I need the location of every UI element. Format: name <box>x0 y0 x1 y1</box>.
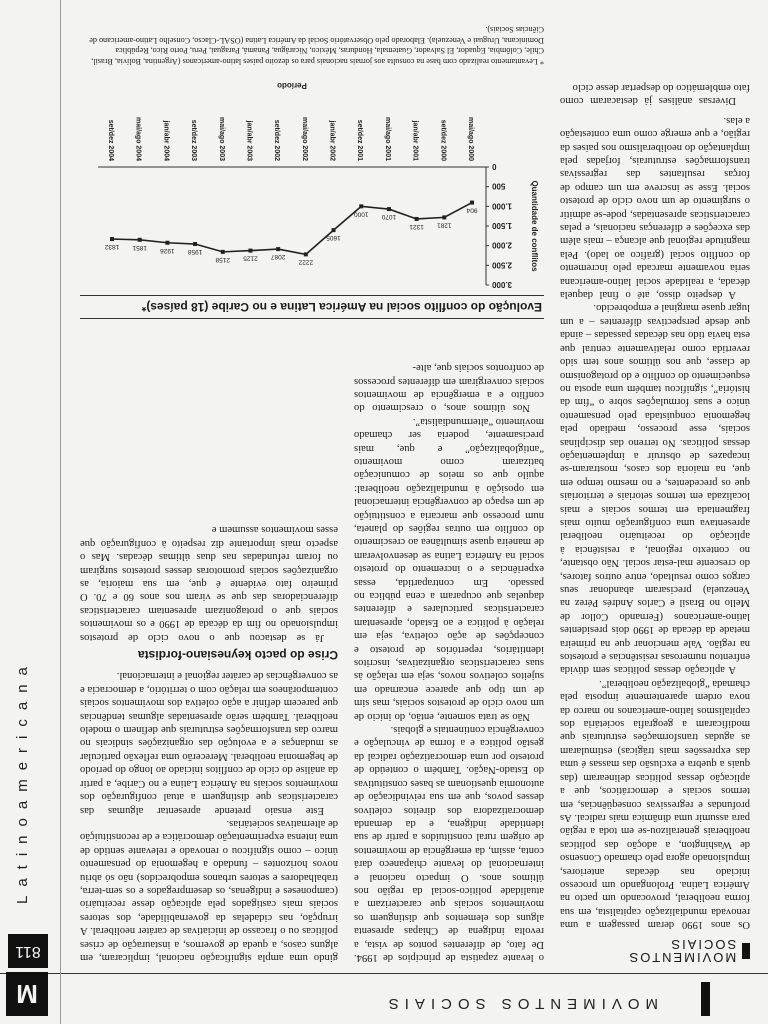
x-tick-label: mai/ago 2003 <box>217 117 225 161</box>
x-tick-label: jan/abr 2004 <box>162 120 170 161</box>
y-tick-label: 500 <box>492 181 506 191</box>
data-point <box>138 238 142 242</box>
line-chart <box>80 77 544 295</box>
running-header <box>0 973 768 1024</box>
y-tick-label: 0 <box>492 162 497 171</box>
data-label: 1321 <box>409 222 424 230</box>
data-point <box>193 242 197 246</box>
data-point <box>221 250 225 254</box>
paragraph: Os anos 1990 deram passagem a uma renovada mundialização capitalista, em sua forma neoliberal, provocando um pacto na América Latina. Prolongando um processo iniciado nas décadas anteriores, impulsionado agora pelo chamado Consenso de Washington, a adoção das políticas neoliberais generalizou-se em toda a região para assumir uma dinâmica mais radical. As profundas e regressivas conseqüências, em termos sociais e democráticos, que a aplicação dessas políticas delinearam (das quais a quebra e exclusão das massas é uma das expressões mais trágicas) estimularam as agudas transformações estruturais que modificaram a geografia societária dos capitalismos latino-americanos no marco da nova ordem aparentemente imposta pela chamada “globalização neoliberal”. <box>560 677 750 931</box>
y-tick-label: 3.000 <box>492 280 513 289</box>
header-tab-mark <box>701 982 710 1016</box>
folio-letter: M <box>6 972 48 1016</box>
section-heading <box>560 937 750 964</box>
x-tick-label: set/dez 2004 <box>107 119 114 161</box>
running-title: MOVIMENTOS SOCIAIS <box>382 995 658 1012</box>
data-label: 904 <box>466 206 478 214</box>
data-point <box>304 252 308 256</box>
chart-footnote <box>80 24 544 66</box>
paragraph: Diversas análises já destacaram como fato emblemático do despertar desse ciclo <box>560 82 750 107</box>
data-label: 1851 <box>132 243 147 251</box>
chart-title: Evolução do conflito social na América Latina e no Caribe (18 países)* <box>80 295 544 319</box>
subsection-heading: Crise do pacto keynesiano-fordista <box>137 648 338 663</box>
x-tick-label: mai/ago 2000 <box>467 117 474 161</box>
data-label: 1958 <box>187 248 203 256</box>
section-heading-text: MOVIMENTOS SOCIAIS <box>627 936 737 965</box>
data-label: 2158 <box>215 255 231 263</box>
data-label: 2087 <box>270 253 286 261</box>
paragraph: Este ensaio pretende apresentar algumas das características que distinguem a atual configuração dos movimentos sociais na América Latina e no Caribe, a partir da análise do ciclo de conflitos iniciado ao longo do período de hegemonia neoliberal. Merecerão uma reflexão particular as mudanças e a evolução das organizações sindicais no marco das transformações estruturais que definem o modelo neoliberal. Também serão apresentadas algumas tendências que parecem definir a ação coletiva dos movimentos sociais contemporâneos em relação com o território, a democracia e as convergências de caráter regional e internacional. <box>80 670 338 816</box>
data-point <box>110 237 114 241</box>
x-axis-label: Período <box>277 81 307 90</box>
heading-marker <box>742 943 750 959</box>
data-point <box>248 249 252 253</box>
paragraph: Já se destacou que o novo ciclo de protestos impulsionado no fim da década de 1990 e os movimentos sociais que o protagonizam apresentam características diferenciadoras das que se viram nos anos 60 e 70. O primeiro fato evidente é que, em sua maioria, as organizações sociais promotoras desses protestos surgiram ou foram refundadas nas duas últimas décadas. Mas o aspecto mais importante diz respeito à configuração que esses movimentos assumem e <box>80 524 338 643</box>
data-label: 1070 <box>381 213 397 221</box>
data-point <box>415 217 419 221</box>
x-tick-label: mai/ago 2001 <box>383 117 391 161</box>
data-point <box>165 241 169 245</box>
text-column-2 <box>354 361 544 964</box>
data-point <box>332 228 336 232</box>
x-tick-label: jan/abr 2002 <box>328 120 336 161</box>
data-label: 1832 <box>104 243 120 251</box>
y-tick-label: 2.500 <box>492 260 513 270</box>
y-tick-label: 1.500 <box>492 221 513 230</box>
data-label: 2125 <box>243 254 258 262</box>
data-point <box>442 215 446 219</box>
y-tick-label: 2.000 <box>492 240 513 250</box>
x-tick-label: mai/ago 2004 <box>134 117 142 161</box>
data-point <box>470 201 474 205</box>
y-tick-label: 1.000 <box>492 201 513 211</box>
data-label: 1281 <box>437 221 452 229</box>
y-axis-label: Quantidade de conflitos <box>530 180 539 272</box>
x-tick-label: set/dez 2002 <box>273 119 281 161</box>
x-tick-label: jan/abr 2001 <box>411 120 419 161</box>
paragraph: A aplicação dessas políticas sem dúvida enfrentou numerosas resistências e protestos na região. Vale mencionar que na primeira metade da década de 1990 dois presidentes latino-americanos (Fernando Collor de Mello no Brasil e Carlos Andrés Pérez na Venezuela) precisaram abandonar seus cargos como resultado, entre outros fatores, do crescente mal-estar social. Não obstante, no contexto regional, a resistência à aplicação do receituário neoliberal apresentava uma configuração muito mais fragmentada em termos sociais e mais localizada em termos setoriais e territoriais que os precedentes, e no mesmo tempo em que, na maioria dos casos, mostraram-se incapazes de obstruir a implementação dessas políticas. No terreno das disciplinas sociais, esse processo, mediado pela hegemonia conquistada pelo pensamento único e suas formulações sobre o “fim da história”, significou também uma aposta no esquecimento do conflito e do protagonismo de classe, que nos últimos anos tem sido revertida como relativamente central que esta havia tido nas décadas passadas – ainda que desde perspectivas diferentes – a um lugar quase marginal e empobrecido. <box>560 302 750 676</box>
data-point <box>276 247 280 251</box>
text-column-1 <box>560 81 750 964</box>
spine-title: Latinoamericana <box>14 658 31 904</box>
data-label: 1926 <box>160 246 175 254</box>
data-point <box>359 204 363 208</box>
data-label: 1000 <box>353 210 369 218</box>
x-tick-label: set/dez 2001 <box>356 119 364 161</box>
x-tick-label: set/dez 2003 <box>190 119 198 161</box>
side-spine <box>0 0 61 1024</box>
x-tick-label: set/dez 2000 <box>439 119 447 161</box>
text-column-3 <box>80 523 338 964</box>
data-point <box>387 207 391 211</box>
x-tick-label: mai/ago 2002 <box>300 117 308 161</box>
x-tick-label: jan/abr 2003 <box>245 120 253 161</box>
page-number: 811 <box>8 934 48 968</box>
paragraph: Nos últimos anos, o crescimento do conflito e a emergência de movimentos sociais convergiram em diferentes processos de confrontos sociais que, alte- <box>354 362 544 414</box>
data-label: 2222 <box>298 258 314 266</box>
conflict-chart-figure <box>80 72 544 319</box>
paragraph: o levante zapatista de princípios de 1994. De fato, de diferentes pontos de vista, a revolta indígena de Chiapas apresenta alguns dos elementos que distinguem os movimentos sociais que caracterizam a atualidade político-social da região nos últimos anos. O impacto nacional e internacional do levante chiapaneco dará conta, assim, da emergência de movimentos de origem rural constituídos a partir de sua identidade indígena, e da demanda democratizadora dos direitos coletivos desses povos, que em sua reivindicação de autonomia questionam as bases constitutivas do Estado-Nação. Também o conteúdo de protesto por uma democratização radical da gestão política e a forma de vinculação e convergência continentais e globais. <box>354 724 544 963</box>
paragraph: gindo uma ampla significação nacional, implicaram, em alguns casos, a queda de governos, a instauração de crises políticas ou o fracasso de iniciativas de caráter neoliberal. A irrupção, nas cidadelas da governabilidade, dos setores sociais mais castigados pela aplicação desse receituário (camponeses e indígenas, os desempregados e os sem-terra, trabalhadores e setores urbanos empobrecidos) não só abriu novos horizontes – fundado a hegemonia do pensamento único – como significou o renovado e relevante sentido de uma intensa experimentação democrática e de reconstituição de alternativas societárias. <box>80 817 338 963</box>
paragraph: A despeito disso, até o final daquela década, a realidade social latino-americana seria novamente marcada pelo incremento do conflito social (gráfico ao lado). Pela magnitude regional que alcança – mais além das exceções e diferenças nacionais, e pelas características apresentadas, pode-se admitir o surgimento de um novo ciclo de protesto social. Esse se inscreve em um campo de forças resultantes das regressivas transformações estruturais, forjadas pela implantação do neoliberalismo nos países da região, e que emerge como uma contestação a elas. <box>560 114 750 301</box>
paragraph: Não se trata somente, então, do início de um novo ciclo de protestos sociais, mas sim de um tipo que aparece encarnado em sujeitos coletivos novos, seja em relação às suas características organizativas, inscritos identitários, repertórios de protesto e concepções de ação coletiva, seja em relação à política e ao Estado, apresentam características particulares e diferentes daquelas que ocuparam a cena pública no passado. Em contrapartida, essas experiências e o incremento do protesto social na América Latina se desenvolveram de maneira quase simultânea ao crescimento do conflito em outras regiões do planeta, num processo que marcaria a constituição de um espaço de convergência internacional em oposição à mundialização neoliberal: aquilo que os meios de comunicação batizaram como movimento “antiglobalização” e que, mais precisamente, poderia ser chamado movimento “altermundialista”. <box>354 415 544 722</box>
data-label: 1605 <box>326 234 341 242</box>
footnote-text: * Levantamento realizado com base na consulta aos jornais nacionais para os dezoito países latino-americanos (Argentina, Bolívia, Brasil, Chile, Colômbia, Equador, El Salvador, Guatemala, Honduras, México, Nicarágua, Panamá, Paraguai, Peru, Porto Rico, República Dominicana, Uruguai e Venezuela). Elaborado pelo Observatório Social da América Latina (OSAL-Clacso, Conselho Latino-americano de Ciências Sociais). <box>89 25 544 66</box>
